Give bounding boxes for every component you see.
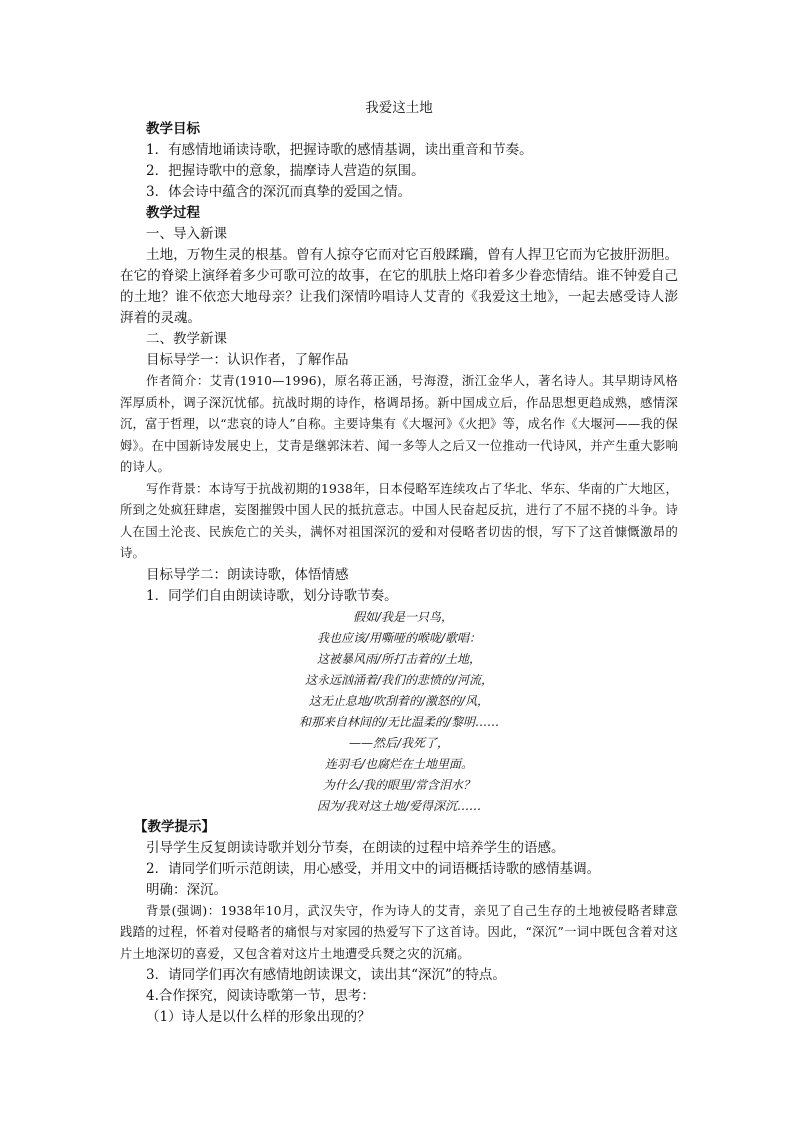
poem-line: 假如/我是一只鸟，	[352, 609, 454, 624]
poem-line: 和那来自林间的/无比温柔的/黎明……	[298, 714, 500, 729]
poem-line: 这永远汹涌着/我们的悲愤的/河流，	[304, 672, 494, 687]
goal-item: 3．体会诗中蕴含的深沉而真挚的爱国之情。	[146, 184, 412, 200]
poem-line: 因为/我对这土地/爱得深沉……	[316, 798, 482, 813]
poem	[120, 607, 678, 817]
process-heading: 教学过程	[146, 205, 200, 221]
poem-line: 为什么/我的眼里/常含泪水？	[322, 777, 476, 792]
poem-line: 我也应该/用嘶哑的喉咙/歌唱：	[316, 630, 482, 645]
goal-item: 2．把握诗歌中的意象，揣摩诗人营造的氛围。	[146, 163, 425, 179]
tip-text: 引导学生反复朗读诗歌并划分节奏，在朗读的过程中培养学生的语感。	[146, 839, 565, 856]
document-body	[120, 97, 678, 1028]
goals-heading: 教学目标	[146, 121, 200, 137]
guide1-heading: 目标导学一：认识作者，了解作品	[146, 352, 349, 368]
part2-heading: 二、教学新课	[146, 331, 227, 347]
task3-text: 3．请同学们再次有感情地朗读课文，读出其“深沉”的特点。	[146, 967, 506, 983]
poem-line: 连羽毛/也腐烂在土地里面。	[324, 756, 474, 771]
guide2-heading: 目标导学二：朗读诗歌，体悟情感	[146, 566, 349, 583]
background2-paragraph: 背景(强调)：1938年10月，武汉失守，作为诗人的艾青，亲见了自己生存的土地被侵略者肆意践踏的过程，怀着对侵略者的痛恨与对家园的热爱写下了这首诗。因此，“深沉”一词中既包含着对这片土地深切的喜爱，又包含着对这片土地遭受兵燹之灾的沉痛。	[120, 903, 678, 961]
poem-line: 这被暴风雨/所打击着的/土地，	[316, 651, 482, 666]
document-title: 我爱这土地	[365, 100, 433, 116]
part1-heading: 一、导入新课	[146, 226, 227, 242]
task2-text: 2．请同学们听示范朗读，用心感受，并用文中的词语概括诗歌的感情基调。	[146, 860, 601, 877]
task4-text: 4.合作探究，阅读诗歌第一节，思考：	[146, 988, 375, 1004]
question1-text: （1）诗人是以什么样的形象出现的？	[146, 1009, 371, 1025]
goal-item: 1．有感情地诵读诗歌，把握诗歌的感情基调，读出重音和节奏。	[146, 142, 533, 158]
tip-heading: 【教学提示】	[134, 818, 215, 835]
author-intro-paragraph: 作者简介：艾青(1910—1996)，原名蒋正涵，号海澄，浙江金华人，著名诗人。其早期诗风格浑厚质朴，调子深沉忧郁。抗战时期的诗作，格调昂扬。新中国成立后，作品思想更趋成熟，感情深沉，富于哲理，以“悲哀的诗人”自称。主要诗集有《大堰河》《火把》等，成名作《大堰河——我的保姆》。在中国新诗发展史上，艾青是继郭沫若、闻一多等人之后又一位推动一代诗风，并产生重大影响的诗人。	[120, 374, 678, 474]
poem-line: 这无止息地/吹刮着的/激怒的/风，	[308, 693, 490, 708]
answer-text: 明确：深沉。	[146, 881, 227, 898]
task1-text: 1．同学们自由朗读诗歌，划分诗歌节奏。	[146, 587, 398, 604]
background-paragraph: 写作背景：本诗写于抗战初期的1938年，日本侵略军连续攻占了华北、华东、华南的广大地区，所到之处疯狂肆虐，妄图摧毁中国人民的抵抗意志。中国人民奋起反抗，进行了不屈不挠的斗争。诗人在国土沦丧、民族危亡的关头，满怀对祖国深沉的爱和对侵略者切齿的恨，写下了这首慷慨激昂的诗。	[120, 481, 678, 560]
poem-line: ——然后/我死了，	[348, 735, 450, 750]
intro-paragraph: 土地，万物生灵的根基。曾有人掠夺它而对它百般蹂躏，曾有人捍卫它而为它披肝沥胆。在它的脊梁上演绎着多少可歌可泣的故事，在它的肌肤上烙印着多少眷恋情结。谁不钟爱自己的土地？谁不依恋大地母亲？让我们深情吟唱诗人艾青的《我爱这土地》，一起去感受诗人澎湃着的灵魂。	[120, 247, 678, 326]
